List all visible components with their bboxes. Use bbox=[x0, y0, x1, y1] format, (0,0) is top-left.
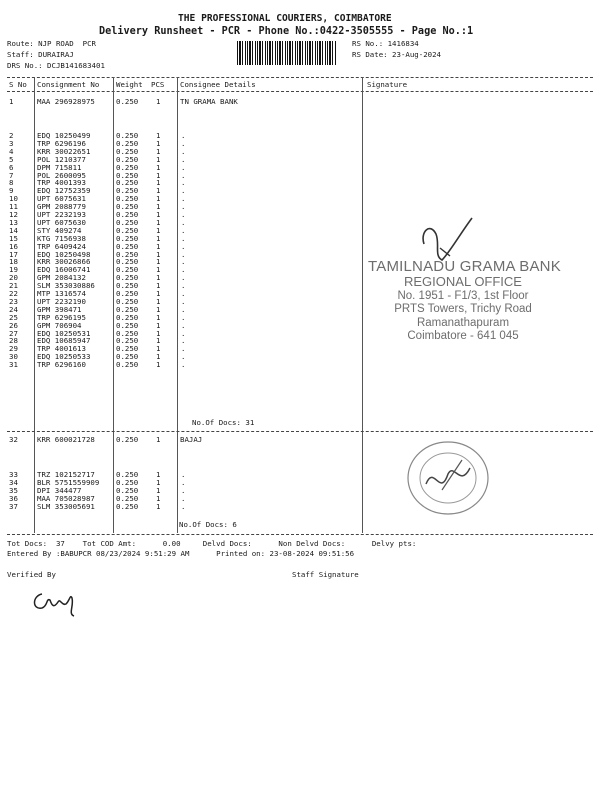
row-detail: . bbox=[181, 186, 186, 196]
row-weight: 0.250 bbox=[116, 296, 139, 306]
row-detail: . bbox=[181, 162, 186, 172]
row-weight: 0.250 bbox=[116, 146, 139, 156]
column-rule bbox=[113, 77, 114, 533]
row-sno: 2 bbox=[9, 131, 14, 140]
row-consignment-no: MTP 1316574 bbox=[37, 289, 86, 298]
row-consignment-no: DPI 344477 bbox=[37, 485, 82, 495]
row-sno: 24 bbox=[9, 304, 18, 314]
row-pcs: 1 bbox=[156, 435, 161, 444]
row-sno: 20 bbox=[9, 273, 18, 283]
row-sno: 12 bbox=[9, 210, 18, 219]
row-detail: . bbox=[181, 138, 186, 148]
row-consignment-no: TRP 6296160 bbox=[37, 360, 86, 370]
row-consignment-no: TRZ 102152717 bbox=[37, 470, 95, 479]
col-consignee: Consignee Details bbox=[180, 80, 256, 89]
row-weight: 0.250 bbox=[116, 178, 139, 188]
row-pcs: 1 bbox=[156, 154, 161, 164]
row-sno: 15 bbox=[9, 233, 18, 243]
row-weight: 0.250 bbox=[116, 202, 139, 212]
row-pcs: 1 bbox=[156, 249, 161, 259]
row-weight: 0.250 bbox=[116, 435, 139, 444]
row-pcs: 1 bbox=[156, 336, 161, 346]
group-doc-count: No.Of Docs: 6 bbox=[179, 520, 237, 529]
row-consignment-no: GPM 2088779 bbox=[37, 202, 86, 212]
row-pcs: 1 bbox=[156, 225, 161, 235]
row-sno: 28 bbox=[9, 336, 18, 346]
row-weight: 0.250 bbox=[116, 336, 139, 346]
stamp-line: PRTS Towers, Trichy Road bbox=[394, 303, 532, 316]
stamp-line: Ramanathapuram bbox=[416, 316, 510, 329]
row-pcs: 1 bbox=[156, 97, 161, 106]
row-weight: 0.250 bbox=[116, 501, 139, 511]
row-sno: 30 bbox=[9, 352, 18, 362]
round-seal bbox=[404, 438, 492, 518]
divider bbox=[7, 431, 593, 432]
handwritten-signature bbox=[410, 212, 480, 272]
col-consignment: Consignment No bbox=[37, 80, 100, 89]
row-pcs: 1 bbox=[156, 493, 161, 503]
row-weight: 0.250 bbox=[116, 210, 139, 219]
row-weight: 0.250 bbox=[116, 233, 139, 243]
row-consignment-no: EDQ 12752359 bbox=[37, 186, 91, 196]
row-consignment-no: TRP 6409424 bbox=[37, 241, 86, 251]
row-detail: . bbox=[181, 131, 186, 140]
stamp-line: No. 1951 - F1/3, 1st Floor bbox=[397, 290, 529, 303]
row-sno: 34 bbox=[9, 477, 18, 487]
row-weight: 0.250 bbox=[116, 97, 139, 106]
row-sno: 36 bbox=[9, 493, 18, 503]
row-pcs: 1 bbox=[156, 289, 161, 298]
row-weight: 0.250 bbox=[116, 257, 139, 267]
row-detail: . bbox=[181, 296, 186, 306]
row-pcs: 1 bbox=[156, 186, 161, 196]
row-weight: 0.250 bbox=[116, 241, 139, 251]
row-consignment-no: TRP 6296195 bbox=[37, 312, 86, 322]
row-weight: 0.250 bbox=[116, 344, 139, 354]
row-consignment-no: SLM 353005691 bbox=[37, 501, 95, 511]
document-title: Delivery Runsheet - PCR - Phone No.:0422-3505555 - Page No.:1 bbox=[99, 26, 474, 37]
row-pcs: 1 bbox=[156, 194, 161, 204]
entered-by: Entered By :BABUPCR 08/23/2024 9:51:29 AM Printed on: 23-08-2024 09:51:56 bbox=[7, 549, 355, 558]
row-weight: 0.250 bbox=[116, 162, 139, 172]
row-detail: . bbox=[181, 154, 186, 164]
row-detail: . bbox=[181, 304, 186, 314]
row-detail: . bbox=[181, 352, 186, 362]
row-pcs: 1 bbox=[156, 233, 161, 243]
row-pcs: 1 bbox=[156, 296, 161, 306]
row-pcs: 1 bbox=[156, 265, 161, 275]
row-detail: . bbox=[181, 493, 186, 503]
row-pcs: 1 bbox=[156, 360, 161, 370]
row-weight: 0.250 bbox=[116, 273, 139, 283]
stamp-line: TAMILNADU GRAMA BANK bbox=[368, 258, 561, 275]
row-consignment-no: MAA 296928975 bbox=[37, 97, 95, 106]
row-consignment-no: KTG 7156938 bbox=[37, 233, 86, 243]
row-pcs: 1 bbox=[156, 328, 161, 338]
row-consignment-no: KRR 600021728 bbox=[37, 435, 95, 444]
row-sno: 13 bbox=[9, 217, 18, 227]
row-sno: 7 bbox=[9, 170, 14, 180]
row-pcs: 1 bbox=[156, 138, 161, 148]
row-detail: . bbox=[181, 485, 186, 495]
row-weight: 0.250 bbox=[116, 320, 139, 330]
row-weight: 0.250 bbox=[116, 312, 139, 322]
row-weight: 0.250 bbox=[116, 289, 139, 298]
column-rule bbox=[177, 77, 178, 533]
row-sno: 27 bbox=[9, 328, 18, 338]
row-detail: . bbox=[181, 178, 186, 188]
row-weight: 0.250 bbox=[116, 186, 139, 196]
row-pcs: 1 bbox=[156, 470, 161, 479]
divider bbox=[7, 91, 593, 92]
row-consignment-no: MAA 705028987 bbox=[37, 493, 95, 503]
row-consignment-no: TRP 4001393 bbox=[37, 178, 86, 188]
staff-signature-label: Staff Signature bbox=[292, 570, 359, 579]
row-consignment-no: STY 409274 bbox=[37, 225, 82, 235]
row-weight: 0.250 bbox=[116, 485, 139, 495]
row-consignment-no: UPT 2232193 bbox=[37, 210, 86, 219]
row-consignment-no: POL 1210377 bbox=[37, 154, 86, 164]
row-pcs: 1 bbox=[156, 352, 161, 362]
column-rule bbox=[34, 77, 35, 533]
row-consignment-no: GPM 2084132 bbox=[37, 273, 86, 283]
row-pcs: 1 bbox=[156, 131, 161, 140]
row-consignment-no: EDQ 10250531 bbox=[37, 328, 91, 338]
row-detail: . bbox=[181, 257, 186, 267]
row-sno: 22 bbox=[9, 289, 18, 298]
row-sno: 3 bbox=[9, 138, 14, 148]
row-detail: . bbox=[181, 501, 186, 511]
row-weight: 0.250 bbox=[116, 154, 139, 164]
row-weight: 0.250 bbox=[116, 194, 139, 204]
row-sno: 6 bbox=[9, 162, 14, 172]
barcode bbox=[237, 41, 337, 65]
rs-date: RS Date: 23-Aug-2024 bbox=[352, 50, 441, 59]
row-sno: 14 bbox=[9, 225, 18, 235]
row-detail: . bbox=[181, 202, 186, 212]
row-consignment-no: UPT 6075631 bbox=[37, 194, 86, 204]
row-pcs: 1 bbox=[156, 273, 161, 283]
row-consignment-no: EDQ 10250499 bbox=[37, 131, 91, 140]
row-sno: 10 bbox=[9, 194, 18, 204]
row-detail: . bbox=[181, 336, 186, 346]
row-sno: 8 bbox=[9, 178, 14, 188]
staff-label: Staff: DURAIRAJ bbox=[7, 50, 74, 59]
row-detail: . bbox=[181, 477, 186, 487]
row-consignment-no: KRR 30022651 bbox=[37, 146, 91, 156]
row-pcs: 1 bbox=[156, 162, 161, 172]
row-pcs: 1 bbox=[156, 320, 161, 330]
consignee-name: BAJAJ bbox=[180, 435, 203, 444]
row-consignment-no: GPM 398471 bbox=[37, 304, 82, 314]
row-sno: 18 bbox=[9, 257, 18, 267]
row-sno: 33 bbox=[9, 470, 18, 479]
row-consignment-no: EDQ 10685947 bbox=[37, 336, 91, 346]
row-weight: 0.250 bbox=[116, 138, 139, 148]
col-signature: Signature bbox=[367, 80, 408, 89]
row-detail: . bbox=[181, 146, 186, 156]
row-detail: . bbox=[181, 470, 186, 479]
row-weight: 0.250 bbox=[116, 477, 139, 487]
row-sno: 17 bbox=[9, 249, 18, 259]
column-rule bbox=[362, 77, 363, 533]
row-weight: 0.250 bbox=[116, 352, 139, 362]
row-pcs: 1 bbox=[156, 281, 161, 291]
row-sno: 26 bbox=[9, 320, 18, 330]
row-weight: 0.250 bbox=[116, 281, 139, 291]
row-detail: . bbox=[181, 320, 186, 330]
row-consignment-no: POL 2600095 bbox=[37, 170, 86, 180]
group-doc-count: No.Of Docs: 31 bbox=[192, 418, 255, 427]
row-detail: . bbox=[181, 249, 186, 259]
row-detail: . bbox=[181, 328, 186, 338]
row-sno: 19 bbox=[9, 265, 18, 275]
col-pcs: PCS bbox=[151, 80, 165, 89]
drs-label: DRS No.: DCJB141683401 bbox=[7, 61, 105, 70]
row-consignment-no: TRP 4001613 bbox=[37, 344, 86, 354]
row-pcs: 1 bbox=[156, 344, 161, 354]
col-sno: S No bbox=[9, 80, 27, 89]
row-pcs: 1 bbox=[156, 178, 161, 188]
row-weight: 0.250 bbox=[116, 470, 139, 479]
row-sno: 4 bbox=[9, 146, 14, 156]
row-consignment-no: UPT 6075630 bbox=[37, 217, 86, 227]
row-consignment-no: TRP 6296196 bbox=[37, 138, 86, 148]
verified-by-label: Verified By bbox=[7, 570, 56, 579]
row-pcs: 1 bbox=[156, 241, 161, 251]
row-pcs: 1 bbox=[156, 170, 161, 180]
stamp-line: REGIONAL OFFICE bbox=[404, 274, 522, 290]
row-pcs: 1 bbox=[156, 312, 161, 322]
row-detail: . bbox=[181, 217, 186, 227]
row-pcs: 1 bbox=[156, 257, 161, 267]
row-sno: 37 bbox=[9, 501, 18, 511]
row-consignment-no: EDQ 16006741 bbox=[37, 265, 91, 275]
row-sno: 1 bbox=[9, 97, 14, 106]
row-sno: 31 bbox=[9, 360, 18, 370]
row-consignment-no: UPT 2232190 bbox=[37, 296, 86, 306]
row-pcs: 1 bbox=[156, 485, 161, 495]
row-detail: . bbox=[181, 233, 186, 243]
row-pcs: 1 bbox=[156, 501, 161, 511]
row-consignment-no: EDQ 10250533 bbox=[37, 352, 91, 362]
row-detail: . bbox=[181, 360, 186, 370]
row-sno: 11 bbox=[9, 202, 18, 212]
row-sno: 35 bbox=[9, 485, 18, 495]
row-detail: . bbox=[181, 344, 186, 354]
row-pcs: 1 bbox=[156, 202, 161, 212]
row-detail: . bbox=[181, 289, 186, 298]
company-name: THE PROFESSIONAL COURIERS, COIMBATORE bbox=[178, 13, 392, 24]
row-weight: 0.250 bbox=[116, 328, 139, 338]
row-pcs: 1 bbox=[156, 146, 161, 156]
row-weight: 0.250 bbox=[116, 170, 139, 180]
row-detail: . bbox=[181, 281, 186, 291]
divider bbox=[7, 77, 593, 78]
divider bbox=[7, 534, 593, 535]
row-consignment-no: GPM 706904 bbox=[37, 320, 82, 330]
row-weight: 0.250 bbox=[116, 304, 139, 314]
route-label: Route: NJP ROAD PCR bbox=[7, 39, 96, 48]
row-pcs: 1 bbox=[156, 304, 161, 314]
totals-summary: Tot Docs: 37 Tot COD Amt: 0.00 Delvd Docs: Non Delvd Docs: Delvy pts: bbox=[7, 539, 417, 548]
consignee-name: TN GRAMA BANK bbox=[180, 97, 238, 106]
row-detail: . bbox=[181, 170, 186, 180]
row-consignment-no: BLR 5751559909 bbox=[37, 477, 100, 487]
row-detail: . bbox=[181, 225, 186, 235]
row-sno: 29 bbox=[9, 344, 18, 354]
row-consignment-no: DPM 715811 bbox=[37, 162, 82, 172]
rs-number: RS No.: 1416834 bbox=[352, 39, 419, 48]
row-weight: 0.250 bbox=[116, 217, 139, 227]
row-consignment-no: KRR 30026866 bbox=[37, 257, 91, 267]
col-weight: Weight bbox=[116, 80, 143, 89]
row-sno: 9 bbox=[9, 186, 14, 196]
row-pcs: 1 bbox=[156, 477, 161, 487]
row-detail: . bbox=[181, 265, 186, 275]
row-consignment-no: SLM 353030886 bbox=[37, 281, 95, 291]
row-detail: . bbox=[181, 194, 186, 204]
row-sno: 23 bbox=[9, 296, 18, 306]
row-sno: 21 bbox=[9, 281, 18, 291]
row-sno: 16 bbox=[9, 241, 18, 251]
row-weight: 0.250 bbox=[116, 131, 139, 140]
row-detail: . bbox=[181, 210, 186, 219]
row-sno: 5 bbox=[9, 154, 14, 164]
row-weight: 0.250 bbox=[116, 225, 139, 235]
row-weight: 0.250 bbox=[116, 493, 139, 503]
row-detail: . bbox=[181, 241, 186, 251]
row-detail: . bbox=[181, 312, 186, 322]
row-detail: . bbox=[181, 273, 186, 283]
row-weight: 0.250 bbox=[116, 249, 139, 259]
row-weight: 0.250 bbox=[116, 265, 139, 275]
verifier-signature bbox=[28, 584, 90, 618]
row-sno: 25 bbox=[9, 312, 18, 322]
row-weight: 0.250 bbox=[116, 360, 139, 370]
row-pcs: 1 bbox=[156, 210, 161, 219]
row-pcs: 1 bbox=[156, 217, 161, 227]
row-sno: 32 bbox=[9, 435, 18, 444]
stamp-line: Coimbatore - 641 045 bbox=[407, 329, 519, 342]
row-consignment-no: EDQ 10250498 bbox=[37, 249, 91, 259]
